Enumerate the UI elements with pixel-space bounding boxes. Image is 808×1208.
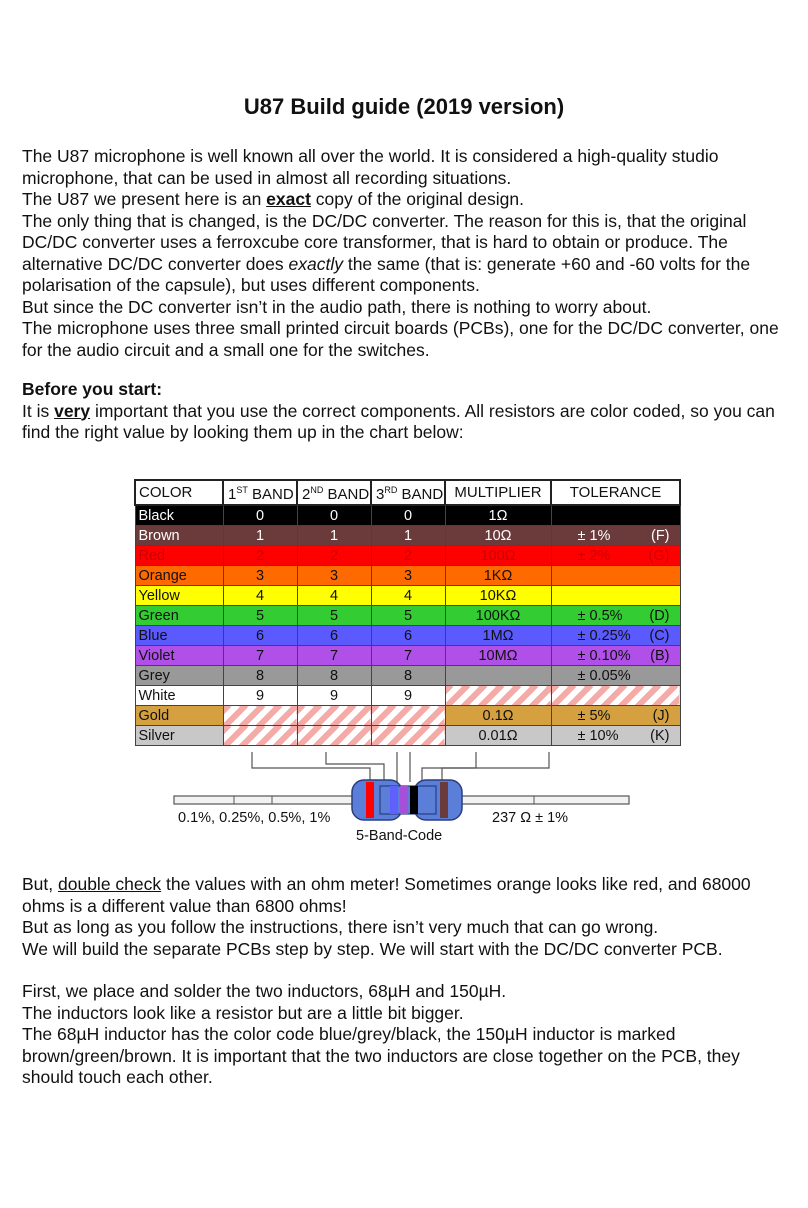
color-name-cell: Silver (135, 726, 223, 746)
band-2-cell: 8 (297, 666, 371, 686)
color-name-cell: Green (135, 606, 223, 626)
tolerance-value (556, 607, 676, 625)
color-name-cell: Gold (135, 706, 223, 726)
header-tolerance: TOLERANCE (551, 480, 680, 505)
table-row (135, 706, 680, 726)
after-paragraph-1 (22, 874, 792, 917)
inductors-paragraph-1: First, we place and solder the two inductors, 68µH and 150µH. (22, 981, 507, 1001)
multiplier-cell: 1KΩ (445, 566, 551, 586)
band-2-cell (297, 706, 371, 726)
text-run: The only thing that is changed, is the DC/DC converter. The reason for this is, that the original DC/DC converter uses a ferroxcube core transformer, that is hard to obtain or produce. The alternative DC/DC converter does (22, 210, 747, 274)
tolerance-percent: ± 0.25% (577, 627, 631, 644)
band-3-cell: 8 (371, 666, 445, 686)
header-band-2 (297, 480, 371, 505)
table-row (135, 526, 680, 546)
tolerance-cell (551, 505, 680, 526)
intro-paragraph-3 (22, 211, 792, 297)
table-row (135, 686, 680, 706)
before-you-start-section (22, 379, 792, 444)
multiplier-cell (445, 686, 551, 706)
band-2-cell: 6 (297, 626, 371, 646)
heading-text: Before you start: (22, 379, 163, 399)
band-2-cell: 5 (297, 606, 371, 626)
text-run: It is (22, 400, 55, 421)
tolerance-value (556, 727, 676, 745)
band-2-cell: 9 (297, 686, 371, 706)
tolerance-cell (551, 666, 680, 686)
band-1-cell (223, 706, 297, 726)
header-sup: ST (236, 485, 248, 495)
multiplier-cell: 10MΩ (445, 646, 551, 666)
tolerance-cell (551, 686, 680, 706)
tolerance-percent: ± 10% (577, 727, 619, 744)
header-text: 1 (228, 486, 237, 503)
table-row (135, 646, 680, 666)
band-3-cell: 0 (371, 505, 445, 526)
tolerance-code: (B) (650, 647, 670, 664)
resistor-band-1 (366, 782, 374, 818)
tolerance-value (556, 527, 676, 545)
color-name-cell: Black (135, 505, 223, 526)
multiplier-cell: 1Ω (445, 505, 551, 526)
inductors-paragraph-2: The inductors look like a resistor but are a little bit bigger. (22, 1002, 464, 1023)
band-3-cell: 4 (371, 586, 445, 606)
multiplier-cell: 100KΩ (445, 606, 551, 626)
table-row (135, 586, 680, 606)
band-1-cell: 2 (223, 546, 297, 566)
code-label: 5-Band-Code (356, 828, 443, 844)
page-title: U87 Build guide (2019 version) (243, 94, 565, 119)
text-run: the same (that is: generate +60 and -60 volts for the polarisation of the capsule), but uses different components. (22, 253, 751, 295)
resistor-band-4 (410, 786, 418, 814)
band-3-cell: 7 (371, 646, 445, 666)
multiplier-cell (445, 666, 551, 686)
emphasis-very: very (54, 400, 91, 421)
band-3-cell: 6 (371, 626, 445, 646)
tolerance-cell (551, 646, 680, 666)
color-name-cell: Violet (135, 646, 223, 666)
color-name-cell: White (135, 686, 223, 706)
table-header-row (135, 480, 680, 505)
header-sup: RD (384, 485, 398, 495)
band-1-cell: 5 (223, 606, 297, 626)
tolerance-cell (551, 586, 680, 606)
intro-paragraph-5: The microphone uses three small printed circuit boards (PCBs), one for the DC/DC converter, one for the audio circuit and a small one for the switches. (22, 318, 779, 360)
band-1-cell: 6 (223, 626, 297, 646)
color-name-cell: Blue (135, 626, 223, 646)
table-row (135, 606, 680, 626)
tolerance-cell (551, 726, 680, 746)
table-row (135, 666, 680, 686)
resistor-band-5 (440, 782, 448, 818)
band-1-cell: 4 (223, 586, 297, 606)
header-text: BAND (397, 486, 444, 503)
header-text: 3 (376, 486, 385, 503)
inductors-section (22, 981, 792, 1089)
band-2-cell: 0 (297, 505, 371, 526)
tolerance-code: (F) (650, 527, 670, 544)
multiplier-cell: 100Ω (445, 546, 551, 566)
header-multiplier: MULTIPLIER (445, 480, 551, 505)
tolerance-value (556, 707, 676, 725)
color-name-cell: Yellow (135, 586, 223, 606)
double-check-section (22, 874, 792, 960)
multiplier-cell: 10KΩ (445, 586, 551, 606)
tolerance-value (556, 647, 676, 665)
tolerance-code: (K) (650, 727, 670, 744)
tolerance-cell (551, 606, 680, 626)
band-1-cell: 7 (223, 646, 297, 666)
tolerance-cell (551, 526, 680, 546)
tolerance-percent: ± 2% (577, 547, 611, 564)
after-paragraph-2: But as long as you follow the instructions, there isn’t very much that can go wrong. (22, 917, 659, 937)
text-run: But, (22, 874, 58, 894)
band-1-cell: 8 (223, 666, 297, 686)
tolerance-percent: ± 0.10% (577, 647, 631, 664)
table-row (135, 726, 680, 746)
color-name-cell: Brown (135, 526, 223, 546)
emphasis-double-check: double check (58, 874, 162, 894)
band-3-cell: 2 (371, 546, 445, 566)
band-3-cell (371, 726, 445, 746)
color-name-cell: Grey (135, 666, 223, 686)
band-3-cell: 1 (371, 526, 445, 546)
text-run: the values with an ohm meter! Sometimes orange looks like red, and 68000 ohms is a different value than 6800 ohms! (22, 874, 751, 916)
table-row (135, 626, 680, 646)
header-text: BAND (323, 486, 370, 503)
band-2-cell: 7 (297, 646, 371, 666)
resistor-band-2 (390, 786, 398, 814)
resistor-band-3 (400, 786, 408, 814)
text-run: copy of the original design. (310, 189, 524, 209)
header-band-3 (371, 480, 445, 505)
band-pointer-lines (252, 752, 549, 782)
band-1-cell (223, 726, 297, 746)
emphasis-exactly: exactly (288, 253, 343, 274)
band-2-cell: 3 (297, 566, 371, 586)
header-sup: ND (310, 485, 324, 495)
color-code-table (134, 479, 681, 746)
text-run: The U87 we present here is an (22, 189, 267, 209)
tolerance-percent: ± 1% (577, 527, 611, 544)
tolerance-code: (D) (649, 607, 670, 624)
multiplier-cell: 10Ω (445, 526, 551, 546)
multiplier-cell: 0.1Ω (445, 706, 551, 726)
after-paragraph-3: We will build the separate PCBs step by step. We will start with the DC/DC converter PCB. (22, 938, 723, 959)
inductors-paragraph-3: The 68µH inductor has the color code blue/grey/black, the 150µH inductor is marked brown/green/brown. It is important that the two inductors are close together on the PCB, they should touch each other. (22, 1024, 740, 1087)
tolerance-cell (551, 626, 680, 646)
header-text: BAND (247, 486, 294, 503)
table-row (135, 505, 680, 526)
five-band-resistor-diagram (134, 752, 679, 852)
tolerance-cell (551, 546, 680, 566)
header-color: COLOR (135, 480, 223, 505)
header-band-1 (223, 480, 297, 505)
tolerance-code: (G) (648, 547, 670, 564)
intro-paragraph-4: But since the DC converter isn’t in the audio path, there is nothing to worry about. (22, 296, 652, 317)
tolerance-value (556, 667, 676, 685)
color-name-cell: Orange (135, 566, 223, 586)
band-2-cell: 2 (297, 546, 371, 566)
intro-section (22, 146, 792, 361)
color-name-cell: Red (135, 546, 223, 566)
band-1-cell: 0 (223, 505, 297, 526)
value-label: 237 Ω ± 1% (492, 810, 569, 826)
band-1-cell: 9 (223, 686, 297, 706)
band-3-cell: 9 (371, 686, 445, 706)
text-run: important that you use the correct components. All resistors are color coded, so you can find the right value by looking them up in the chart below: (22, 400, 775, 442)
tolerance-code: (J) (652, 707, 670, 724)
tolerance-value (556, 627, 676, 645)
tolerance-code: (C) (649, 627, 670, 644)
table-row (135, 546, 680, 566)
band-1-cell: 3 (223, 566, 297, 586)
intro-paragraph-1: The U87 microphone is well known all over the world. It is considered a high-quality studio microphone, that can be used in almost all recording situations. (22, 146, 719, 188)
band-3-cell: 3 (371, 566, 445, 586)
tolerance-cell (551, 706, 680, 726)
multiplier-cell: 1MΩ (445, 626, 551, 646)
band-2-cell (297, 726, 371, 746)
resistor-color-chart (134, 479, 679, 746)
band-1-cell: 1 (223, 526, 297, 546)
multiplier-cell: 0.01Ω (445, 726, 551, 746)
tolerance-percent: ± 0.05% (577, 667, 631, 684)
before-paragraph (22, 401, 792, 444)
header-text: 2 (302, 486, 311, 503)
band-2-cell: 4 (297, 586, 371, 606)
intro-paragraph-2 (22, 189, 792, 211)
section-heading (22, 379, 792, 401)
tolerance-percent: ± 5% (577, 707, 611, 724)
band-3-cell (371, 706, 445, 726)
tolerance-cell (551, 566, 680, 586)
emphasis-exact: exact (266, 189, 311, 209)
tolerance-value (556, 547, 676, 565)
table-row (135, 566, 680, 586)
band-3-cell: 5 (371, 606, 445, 626)
band-2-cell: 1 (297, 526, 371, 546)
tolerance-label: 0.1%, 0.25%, 0.5%, 1% (178, 810, 331, 826)
tolerance-percent: ± 0.5% (577, 607, 623, 624)
